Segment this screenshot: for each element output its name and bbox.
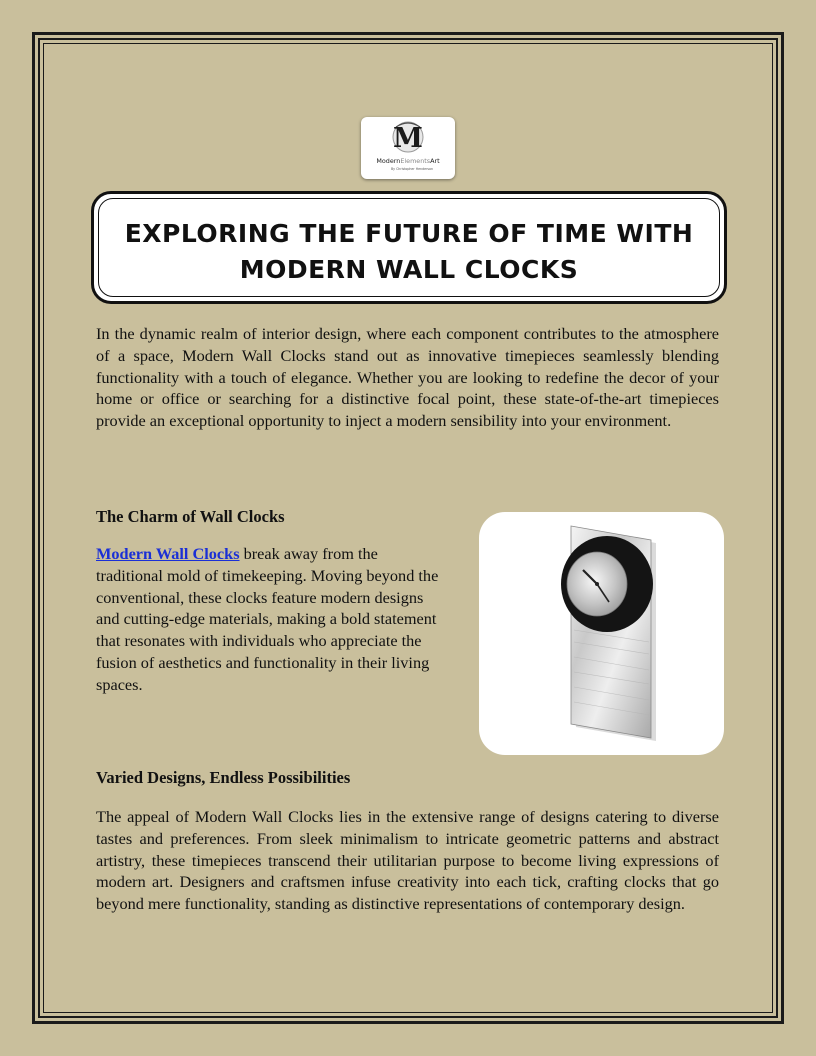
brand-logo-graphic <box>361 117 455 179</box>
page-title-line2: MODERN WALL CLOCKS <box>239 255 579 284</box>
clock-product-image <box>479 512 724 755</box>
wall-clock-illustration <box>479 512 724 755</box>
title-banner <box>91 191 727 304</box>
logo-wordmark <box>376 157 440 165</box>
charm-paragraph-text: break away from the traditional mold of timekeeping. Moving beyond the conventional, these clocks feature modern designs and cutting-edge materials, making a bold statement that resonates with individuals who appreciate the fusion of aesthetics and functionality in their living spaces. <box>96 544 439 694</box>
page-title <box>94 216 724 288</box>
intro-paragraph: In the dynamic realm of interior design, where each component contributes to the atmosphere of a space, Modern Wall Clocks stand out as innovative timepieces seamlessly blending functionality with a touch of elegance. Whether you are looking to redefine the decor of your home or office or searching for a distinctive focal point, these state-of-the-art timepieces provide an exceptional opportunity to inject a modern sensibility into your environment. <box>96 324 719 431</box>
modern-wall-clocks-link[interactable]: Modern Wall Clocks <box>96 544 240 563</box>
brand-logo <box>361 117 455 179</box>
logo-word-art: Art <box>430 157 440 165</box>
logo-word-modern: Modern <box>376 157 401 165</box>
section-heading-designs: Varied Designs, Endless Possibilities <box>96 768 351 787</box>
logo-tagline: By Christopher Henderson <box>390 167 434 171</box>
charm-paragraph <box>96 543 446 696</box>
section-heading-charm: The Charm of Wall Clocks <box>96 507 285 526</box>
designs-paragraph: The appeal of Modern Wall Clocks lies in the extensive range of designs catering to diverse tastes and preferences. From sleek minimalism to intricate geometric patterns and abstract artistry, these timepieces transcend their utilitarian purpose to become living expressions of modern art. Designers and craftsmen infuse creativity into each tick, crafting clocks that go beyond mere functionality, standing as distinctive representations of contemporary design. <box>96 807 719 914</box>
logo-letter: M <box>393 123 423 154</box>
page-title-line1: EXPLORING THE FUTURE OF TIME WITH <box>124 219 694 248</box>
logo-word-elements: Elements <box>400 157 431 165</box>
